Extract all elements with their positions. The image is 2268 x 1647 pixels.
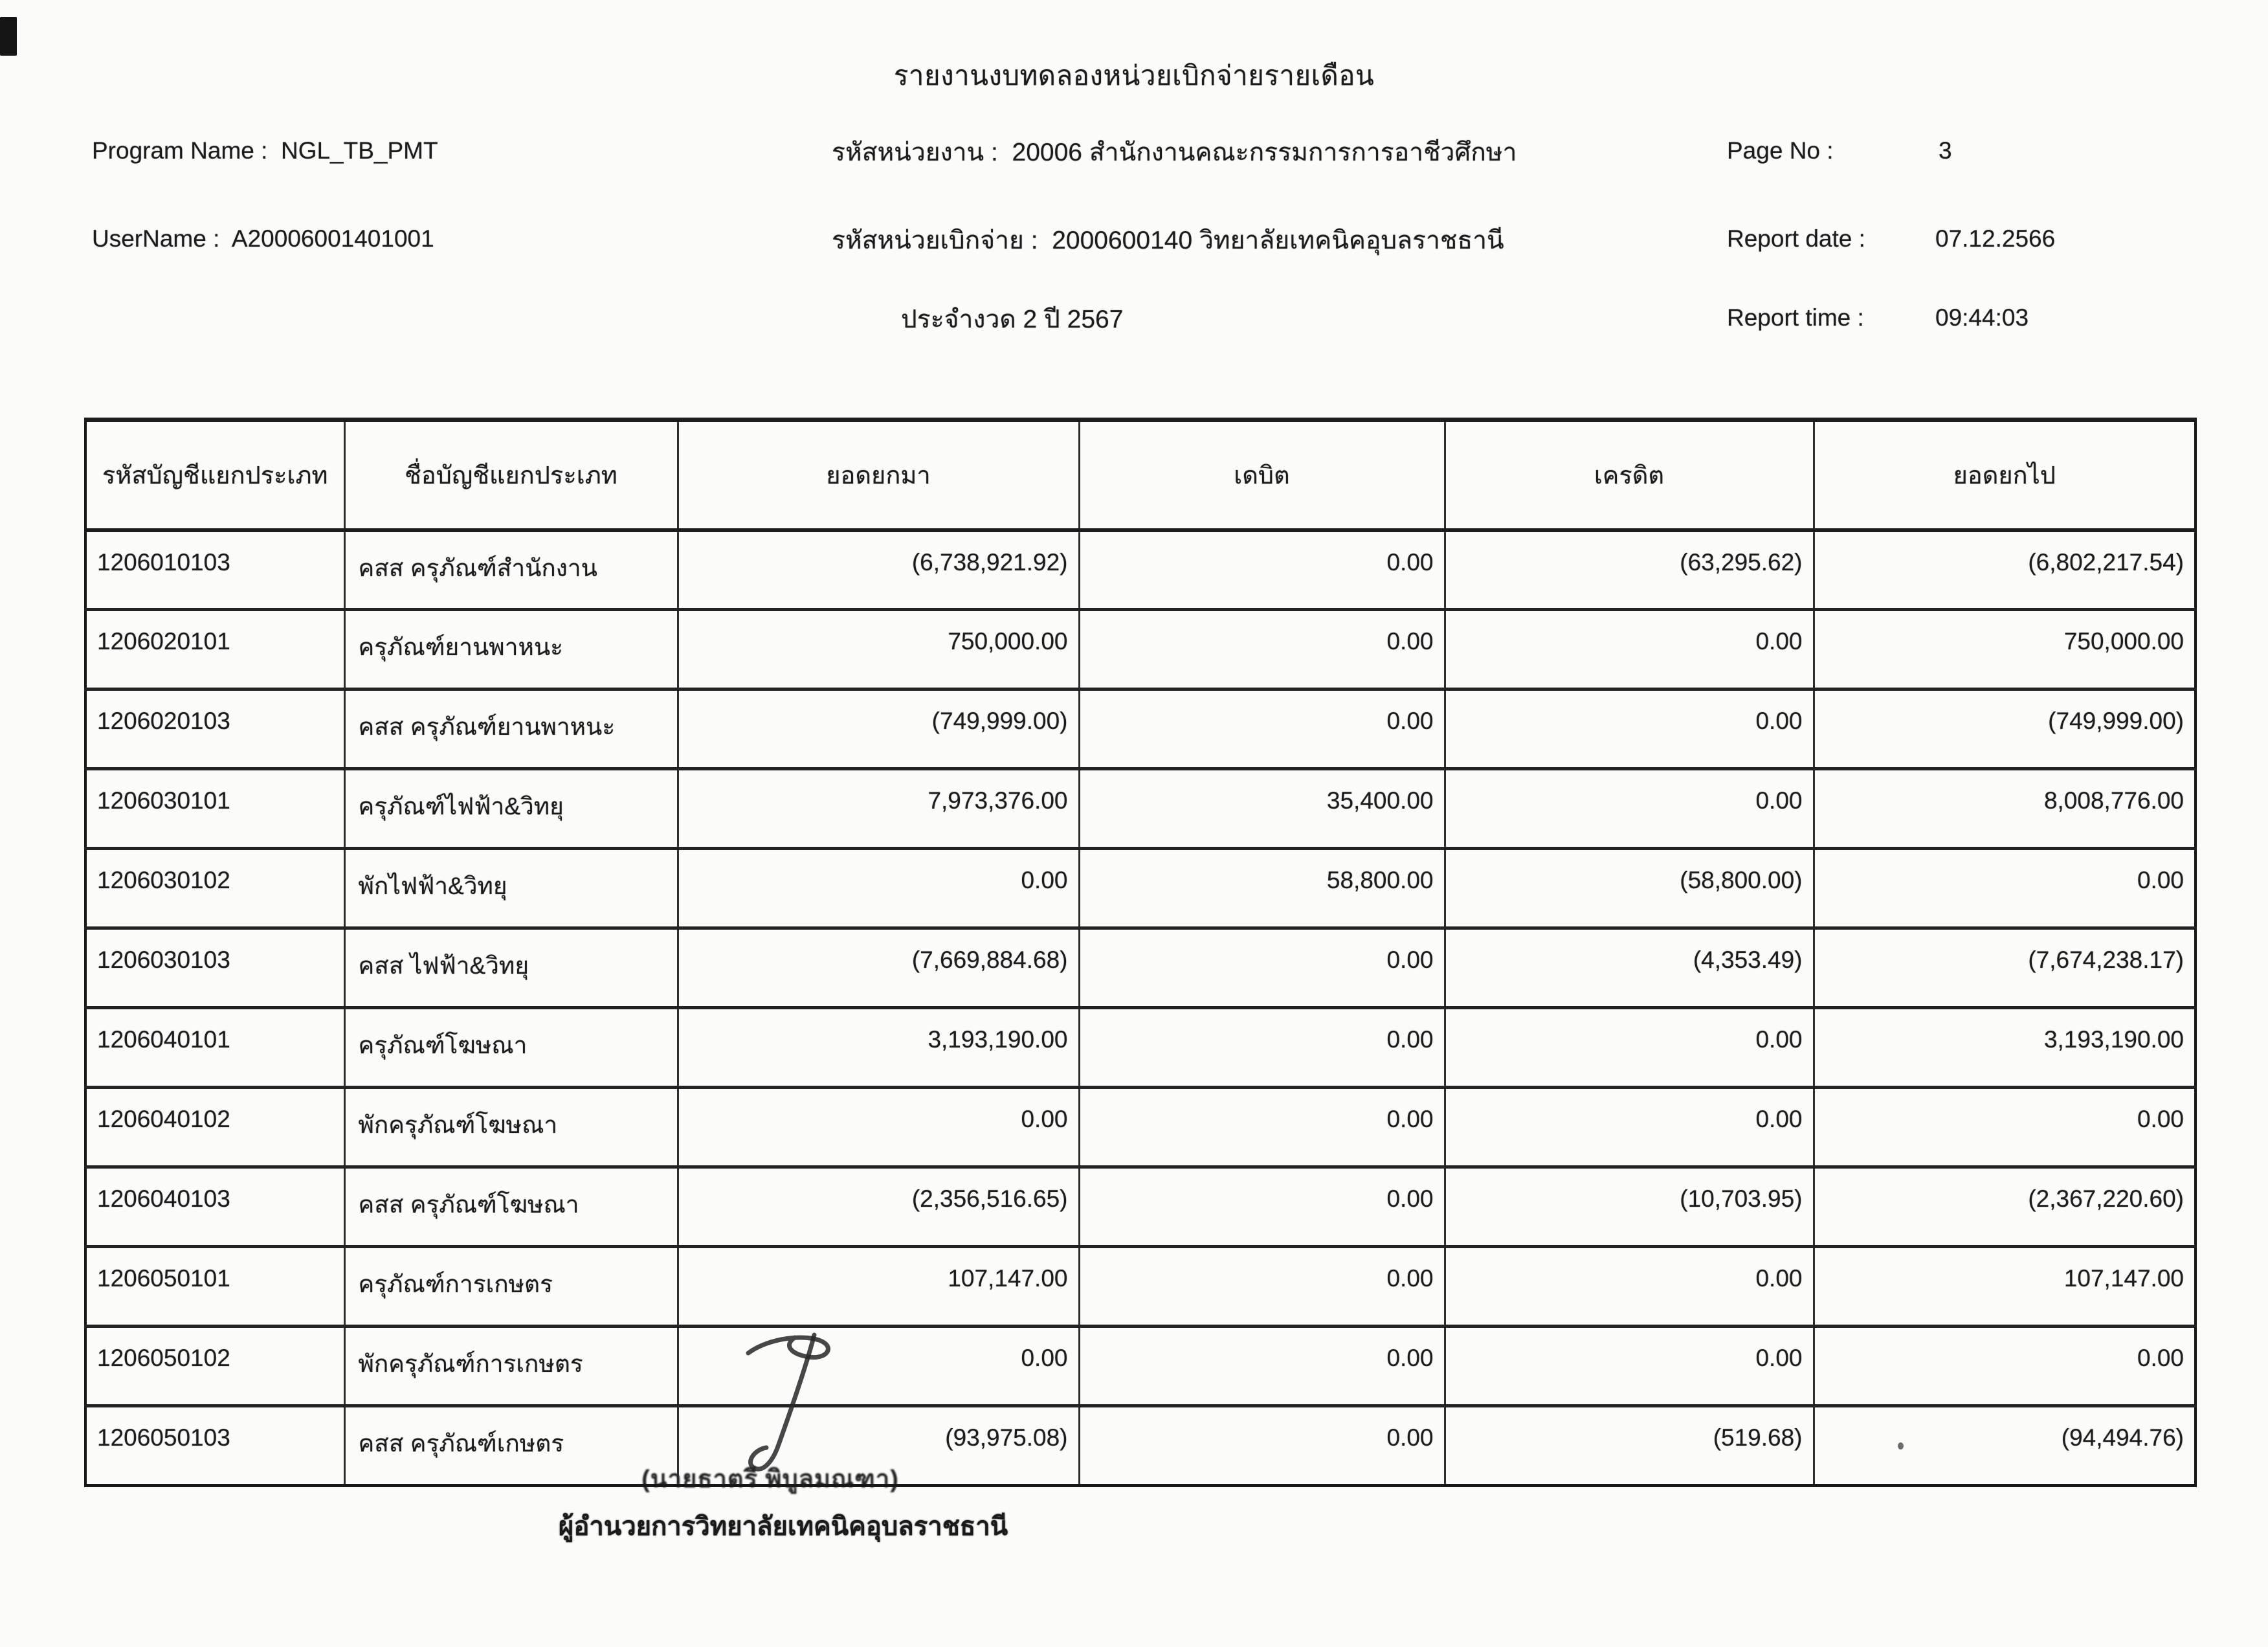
program-name-line bbox=[92, 137, 438, 164]
carry-forward-cell: 107,147.00 bbox=[678, 1247, 1079, 1327]
account-code-cell: 1206050101 bbox=[85, 1247, 344, 1327]
account-code-cell: 1206020101 bbox=[85, 610, 344, 689]
program-name-value: NGL_TB_PMT bbox=[280, 137, 438, 164]
account-code-cell: 1206010103 bbox=[85, 530, 344, 610]
handwritten-signature-icon bbox=[724, 1326, 866, 1481]
disbursement-unit-line bbox=[832, 220, 1504, 260]
debit-cell: 35,400.00 bbox=[1079, 769, 1445, 849]
account-name-cell: ครุภัณฑ์ไฟฟ้า&วิทยุ bbox=[344, 769, 678, 849]
col-header-account-name: ชื่อบัญชีแยกประเภท bbox=[344, 420, 678, 530]
account-name-cell: พักครุภัณฑ์โฆษณา bbox=[344, 1088, 678, 1167]
carry-forward-cell: (7,669,884.68) bbox=[678, 928, 1079, 1008]
account-name-cell: คสส ครุภัณฑ์สำนักงาน bbox=[344, 530, 678, 610]
account-name-cell: พักครุภัณฑ์การเกษตร bbox=[344, 1327, 678, 1406]
program-name-label: Program Name : bbox=[92, 137, 268, 164]
account-name-cell: ครุภัณฑ์การเกษตร bbox=[344, 1247, 678, 1327]
col-header-balance: ยอดยกไป bbox=[1814, 420, 2196, 530]
period-line: ประจำงวด 2 ปี 2567 bbox=[901, 306, 1124, 333]
table-row bbox=[85, 1088, 2196, 1167]
carry-forward-cell: (749,999.00) bbox=[678, 689, 1079, 769]
balance-cell: 107,147.00 bbox=[1814, 1247, 2196, 1327]
account-code-cell: 1206020103 bbox=[85, 689, 344, 769]
table-row bbox=[85, 1327, 2196, 1406]
balance-cell: (749,999.00) bbox=[1814, 689, 2196, 769]
debit-cell: 0.00 bbox=[1079, 928, 1445, 1008]
col-header-credit: เครดิต bbox=[1445, 420, 1814, 530]
balance-cell: (6,802,217.54) bbox=[1814, 530, 2196, 610]
trial-balance-table bbox=[84, 418, 2197, 1487]
credit-cell: (4,353.49) bbox=[1445, 928, 1814, 1008]
username-line bbox=[92, 225, 434, 252]
balance-cell: 750,000.00 bbox=[1814, 610, 2196, 689]
debit-cell: 58,800.00 bbox=[1079, 849, 1445, 928]
table-row bbox=[85, 689, 2196, 769]
table-header-row bbox=[85, 420, 2196, 530]
account-name-cell: พักไฟฟ้า&วิทยุ bbox=[344, 849, 678, 928]
credit-cell: (519.68) bbox=[1445, 1406, 1814, 1486]
debit-cell: 0.00 bbox=[1079, 1406, 1445, 1486]
account-code-cell: 1206030101 bbox=[85, 769, 344, 849]
debit-cell: 0.00 bbox=[1079, 1327, 1445, 1406]
carry-forward-cell: 0.00 bbox=[678, 1327, 1079, 1406]
account-name-cell: คสส ครุภัณฑ์โฆษณา bbox=[344, 1167, 678, 1247]
carry-forward-cell: 0.00 bbox=[678, 849, 1079, 928]
account-name-cell: คสส ครุภัณฑ์เกษตร bbox=[344, 1406, 678, 1486]
carry-forward-cell: 7,973,376.00 bbox=[678, 769, 1079, 849]
debit-cell: 0.00 bbox=[1079, 1167, 1445, 1247]
table-row bbox=[85, 928, 2196, 1008]
username-label: UserName : bbox=[92, 225, 220, 252]
credit-cell: (58,800.00) bbox=[1445, 849, 1814, 928]
credit-cell: 0.00 bbox=[1445, 1008, 1814, 1088]
credit-cell: 0.00 bbox=[1445, 1088, 1814, 1167]
debit-cell: 0.00 bbox=[1079, 1247, 1445, 1327]
credit-cell: 0.00 bbox=[1445, 1247, 1814, 1327]
balance-cell: 8,008,776.00 bbox=[1814, 769, 2196, 849]
account-code-cell: 1206040102 bbox=[85, 1088, 344, 1167]
carry-forward-cell: 0.00 bbox=[678, 1088, 1079, 1167]
table-row bbox=[85, 1247, 2196, 1327]
page-no-value: 3 bbox=[1939, 137, 1952, 164]
balance-cell: 0.00 bbox=[1814, 849, 2196, 928]
carry-forward-cell: 750,000.00 bbox=[678, 610, 1079, 689]
balance-cell: 0.00 bbox=[1814, 1327, 2196, 1406]
carry-forward-cell: (93,975.08) bbox=[678, 1406, 1079, 1486]
credit-cell: 0.00 bbox=[1445, 1327, 1814, 1406]
report-time-value: 09:44:03 bbox=[1935, 304, 2029, 331]
username-value: A20006001401001 bbox=[231, 225, 434, 252]
credit-cell: 0.00 bbox=[1445, 689, 1814, 769]
col-header-account-code: รหัสบัญชีแยกประเภท bbox=[85, 420, 344, 530]
page-no-label: Page No : bbox=[1727, 137, 1834, 164]
table-row bbox=[85, 610, 2196, 689]
table-row bbox=[85, 1167, 2196, 1247]
account-code-cell: 1206050102 bbox=[85, 1327, 344, 1406]
table-row bbox=[85, 530, 2196, 610]
credit-cell: 0.00 bbox=[1445, 769, 1814, 849]
col-header-debit: เดบิต bbox=[1079, 420, 1445, 530]
table-row bbox=[85, 1008, 2196, 1088]
disbursement-unit-label: รหัสหน่วยเบิกจ่าย : bbox=[832, 227, 1038, 254]
carry-forward-cell: (6,738,921.92) bbox=[678, 530, 1079, 610]
report-date-label: Report date : bbox=[1727, 225, 1865, 252]
account-name-cell: คสส ครุภัณฑ์ยานพาหนะ bbox=[344, 689, 678, 769]
signatory-name: (นายธาตรี พิบูลมณฑา) bbox=[641, 1466, 899, 1493]
account-code-cell: 1206030103 bbox=[85, 928, 344, 1008]
debit-cell: 0.00 bbox=[1079, 689, 1445, 769]
account-code-cell: 1206050103 bbox=[85, 1406, 344, 1486]
table-row bbox=[85, 1406, 2196, 1486]
balance-cell: (7,674,238.17) bbox=[1814, 928, 2196, 1008]
debit-cell: 0.00 bbox=[1079, 1088, 1445, 1167]
balance-cell: 0.00 bbox=[1814, 1088, 2196, 1167]
debit-cell: 0.00 bbox=[1079, 610, 1445, 689]
credit-cell: 0.00 bbox=[1445, 610, 1814, 689]
carry-forward-cell: 3,193,190.00 bbox=[678, 1008, 1079, 1088]
account-name-cell: คสส ไฟฟ้า&วิทยุ bbox=[344, 928, 678, 1008]
agency-label: รหัสหน่วยงาน : bbox=[832, 139, 998, 166]
scan-artifact-corner-blot bbox=[0, 17, 17, 56]
disbursement-unit-value: 2000600140 วิทยาลัยเทคนิคอุบลราชธานี bbox=[1052, 227, 1504, 254]
balance-cell: 3,193,190.00 bbox=[1814, 1008, 2196, 1088]
account-code-cell: 1206040103 bbox=[85, 1167, 344, 1247]
account-code-cell: 1206030102 bbox=[85, 849, 344, 928]
agency-line bbox=[832, 132, 1517, 172]
credit-cell: (10,703.95) bbox=[1445, 1167, 1814, 1247]
debit-cell: 0.00 bbox=[1079, 530, 1445, 610]
report-date-value: 07.12.2566 bbox=[1935, 225, 2056, 252]
debit-cell: 0.00 bbox=[1079, 1008, 1445, 1088]
agency-value: 20006 สำนักงานคณะกรรมการการอาชีวศึกษา bbox=[1012, 139, 1517, 166]
account-name-cell: ครุภัณฑ์โฆษณา bbox=[344, 1008, 678, 1088]
table-row bbox=[85, 769, 2196, 849]
col-header-carry-forward: ยอดยกมา bbox=[678, 420, 1079, 530]
account-code-cell: 1206040101 bbox=[85, 1008, 344, 1088]
balance-cell: (94,494.76) bbox=[1814, 1406, 2196, 1486]
credit-cell: (63,295.62) bbox=[1445, 530, 1814, 610]
table-row bbox=[85, 849, 2196, 928]
carry-forward-cell: (2,356,516.65) bbox=[678, 1167, 1079, 1247]
balance-cell: (2,367,220.60) bbox=[1814, 1167, 2196, 1247]
signatory-title: ผู้อำนวยการวิทยาลัยเทคนิคอุบลราชธานี bbox=[558, 1512, 1008, 1541]
report-time-label: Report time : bbox=[1727, 304, 1864, 331]
account-name-cell: ครุภัณฑ์ยานพาหนะ bbox=[344, 610, 678, 689]
page-title: รายงานงบทดลองหน่วยเบิกจ่ายรายเดือน bbox=[893, 60, 1375, 91]
